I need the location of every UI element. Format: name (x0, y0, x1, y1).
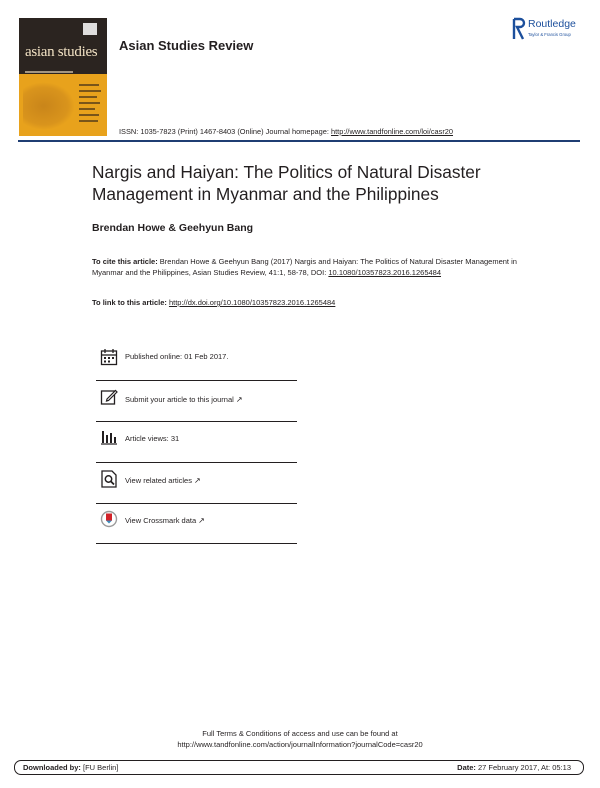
terms-conditions-note (100, 728, 500, 750)
external-link-icon: ↗ (198, 516, 205, 525)
link-label: To link to this article: (92, 298, 169, 307)
submit-article-link[interactable] (125, 395, 243, 404)
external-link-icon: ↗ (193, 476, 201, 485)
article-authors: Brendan Howe & Geehyun Bang (92, 222, 254, 234)
citation-text: Brendan Howe & Geehyun Bang (2017) Nargis and Haiyan: The Politics of Natural Disaster Management in Myanmar and the Philippines, Asian Studies Review, 41:1, 58-78, DOI: (92, 257, 517, 278)
panel-divider (96, 503, 297, 504)
citation-doi-link[interactable]: 10.1080/10357823.2016.1265484 (328, 268, 442, 278)
article-link-line (92, 298, 335, 307)
download-info-bar (14, 760, 584, 775)
article-doi-url-link[interactable]: http://dx.doi.org/10.1080/10357823.2016.1265484 (168, 298, 336, 307)
journal-homepage-link[interactable]: http://www.tandfonline.com/loi/casr20 (331, 127, 454, 136)
publisher-logo[interactable] (512, 17, 592, 43)
crossmark-label: View Crossmark data (125, 516, 197, 525)
issn-text: ISSN: 1035-7823 (Print) 1467-8403 (Online) Journal homepage: (119, 127, 331, 136)
view-crossmark-data-link[interactable] (125, 516, 205, 525)
external-link-icon: ↗ (235, 395, 243, 404)
bar-chart-icon (100, 428, 118, 446)
journal-cover-thumbnail (19, 18, 107, 136)
downloaded-by-label: Downloaded by: (23, 763, 81, 772)
downloaded-by-value: [FU Berlin] (80, 763, 119, 772)
panel-divider (96, 421, 297, 422)
header-divider (18, 140, 580, 142)
download-date-label: Date: (457, 763, 476, 772)
panel-divider (96, 380, 297, 381)
related-articles-label: View related articles (125, 476, 192, 485)
cover-title: asian studies (25, 44, 98, 60)
routledge-logo-icon (512, 17, 526, 41)
panel-divider (96, 462, 297, 463)
published-online-date: Published online: 01 Feb 2017. (125, 352, 229, 361)
article-title (92, 161, 562, 205)
terms-line-1: Full Terms & Conditions of access and use can be found at (202, 729, 398, 738)
article-title-line-2: Management in Myanmar and the Philippines (92, 184, 439, 204)
citation-label: To cite this article: (92, 257, 158, 266)
publisher-tagline: Taylor & Francis Group (528, 32, 571, 37)
cover-map-icon (23, 82, 75, 130)
view-related-articles-link[interactable] (125, 476, 201, 485)
search-document-icon (100, 470, 118, 488)
article-title-line-1: Nargis and Haiyan: The Politics of Natural Disaster (92, 162, 481, 182)
citation-block (92, 256, 522, 279)
article-views-count: Article views: 31 (125, 434, 180, 443)
crossmark-icon (100, 510, 118, 528)
download-date-value: 27 February 2017, At: 05:13 (475, 763, 571, 772)
cover-subtitle-rule (25, 71, 73, 73)
edit-pencil-icon (100, 388, 118, 406)
calendar-icon (100, 348, 118, 366)
terms-url-link[interactable]: http://www.tandfonline.com/action/journalInformation?journalCode=casr20 (177, 740, 423, 749)
panel-divider (96, 543, 297, 544)
download-date (457, 761, 571, 774)
cover-publisher-logo-icon (83, 23, 97, 35)
journal-title: Asian Studies Review (119, 38, 254, 53)
submit-article-label: Submit your article to this journal (125, 395, 234, 404)
downloaded-by (23, 761, 118, 774)
issn-line (119, 127, 453, 136)
publisher-name: Routledge (528, 18, 576, 30)
